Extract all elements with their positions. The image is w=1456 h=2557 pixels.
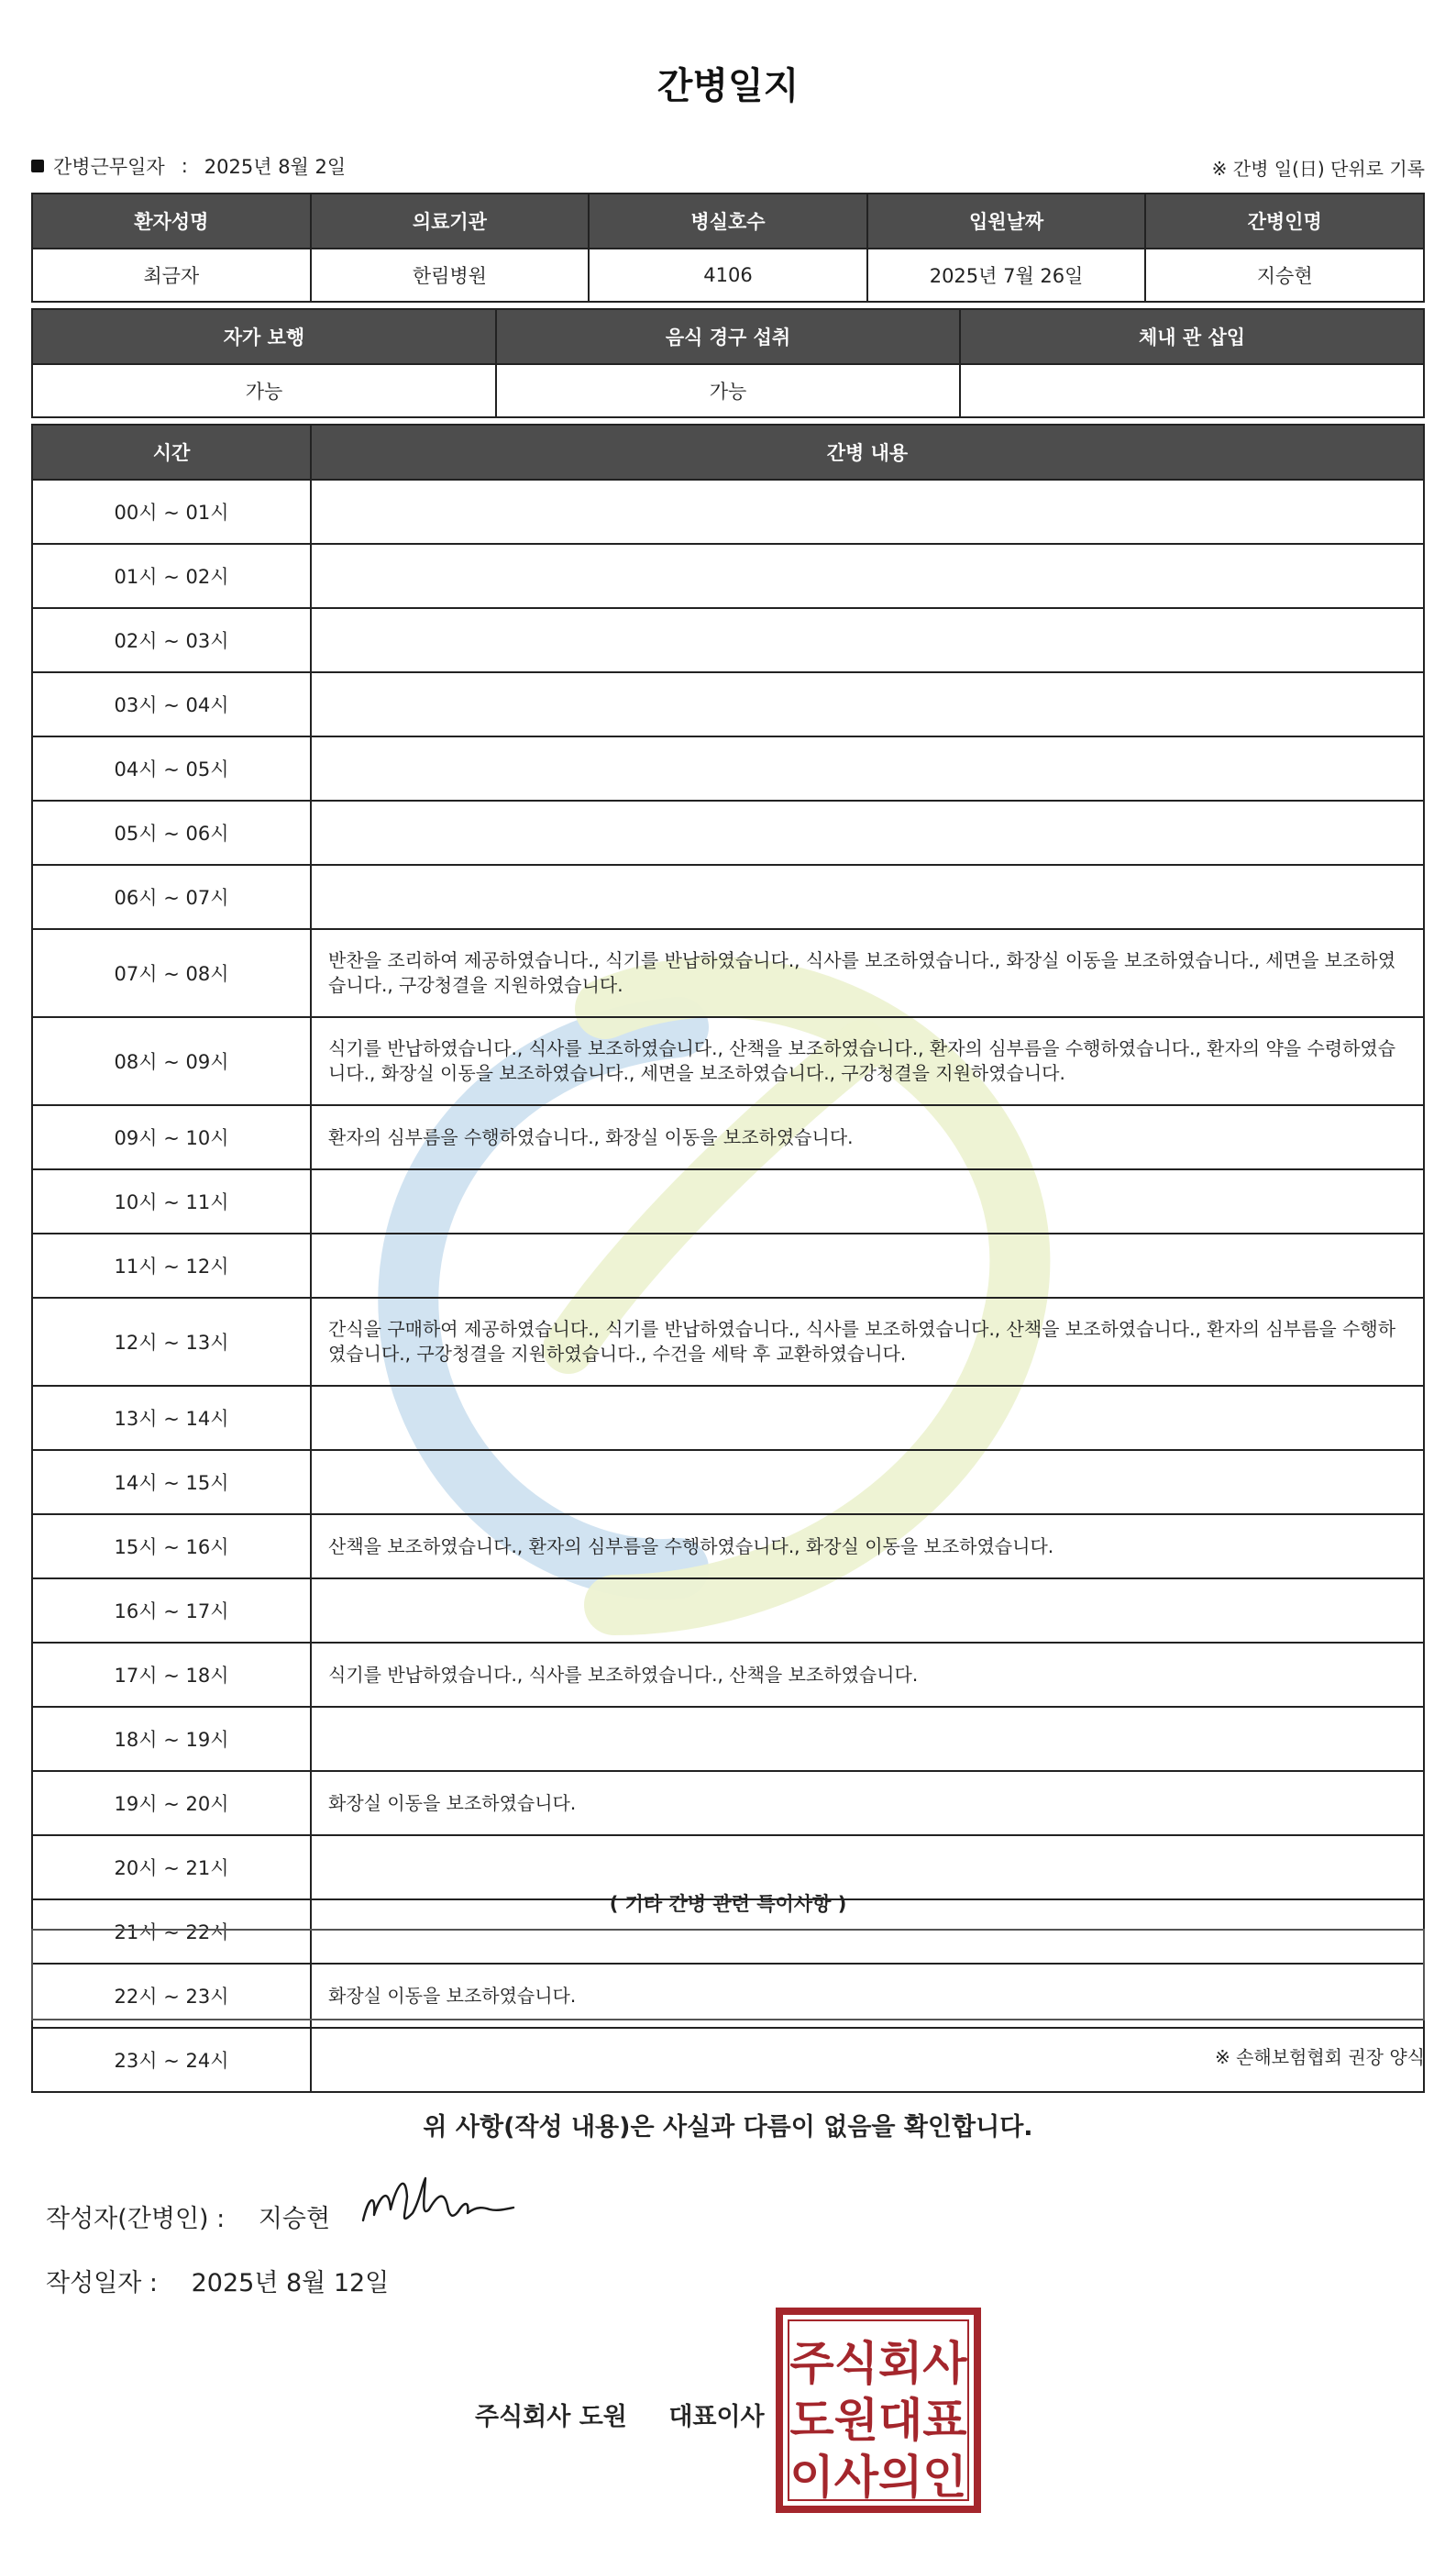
time-cell: 05시 ~ 06시 [32,801,311,865]
company-representative: 대표이사 [668,2403,765,2431]
header-patient-name: 환자성명 [32,194,311,249]
room-number: 4106 [589,249,867,302]
time-cell: 12시 ~ 13시 [32,1298,311,1386]
seal-line-2: 도원대표 [789,2394,967,2447]
company-seal-stamp [776,2308,981,2513]
time-cell: 20시 ~ 21시 [32,1835,311,1899]
time-cell: 09시 ~ 10시 [32,1105,311,1169]
time-cell: 19시 ~ 20시 [32,1771,311,1835]
table-header-row [32,194,1424,249]
time-cell: 23시 ~ 24시 [32,2028,311,2092]
content-cell: 환자의 심부름을 수행하였습니다., 화장실 이동을 보조하였습니다. [311,1105,1424,1169]
record-note: ※ 간병 일(日) 단위로 기록 [1211,158,1425,180]
table-row [32,672,1424,736]
content-cell [311,1578,1424,1643]
table-row [32,1234,1424,1298]
content-cell: 식기를 반납하였습니다., 식사를 보조하였습니다., 산책을 보조하였습니다. [311,1643,1424,1707]
page-title: 간병일지 [656,65,800,107]
table-row [32,1169,1424,1234]
handwritten-signature [359,2169,517,2233]
table-row [32,736,1424,801]
content-cell [311,1234,1424,1298]
content-cell [311,480,1424,544]
content-cell [311,1450,1424,1514]
patient-info-table [31,193,1425,303]
table-header-row [32,309,1424,364]
company-line [475,2396,765,2432]
header-caregiver-name: 간병인명 [1145,194,1424,249]
work-date-colon: : [181,155,188,177]
admission-date: 2025년 7월 26일 [867,249,1146,302]
self-walking-value: 가능 [32,364,496,417]
patient-name: 최금자 [32,249,311,302]
content-cell [311,736,1424,801]
time-cell: 00시 ~ 01시 [32,480,311,544]
table-row [32,929,1424,1017]
time-cell: 17시 ~ 18시 [32,1643,311,1707]
table-row [32,364,1424,417]
oral-intake-value: 가능 [496,364,960,417]
content-cell [311,672,1424,736]
content-cell: 산책을 보조하였습니다., 환자의 심부름을 수행하였습니다., 화장실 이동을 보조하였습니다. [311,1514,1424,1578]
table-row [32,1514,1424,1578]
hospital-name: 한림병원 [311,249,590,302]
table-header-row [32,425,1424,480]
table-row [32,480,1424,544]
table-row [32,1298,1424,1386]
table-row [32,865,1424,929]
table-row [32,544,1424,608]
writer-name: 지승현 [258,2205,331,2233]
header-room-number: 병실호수 [589,194,867,249]
table-row [32,1771,1424,1835]
header-tube-insertion: 체내 관 삽입 [960,309,1424,364]
content-cell [311,1386,1424,1450]
table-row [32,801,1424,865]
table-row [32,249,1424,302]
caregiver-name: 지승현 [1145,249,1424,302]
content-cell: 반찬을 조리하여 제공하였습니다., 식기를 반납하였습니다., 식사를 보조하였습니다., 화장실 이동을 보조하였습니다., 세면을 보조하였습니다., 구강청결을 지원하였습니다. [311,929,1424,1017]
content-cell [311,1707,1424,1771]
content-cell: 간식을 구매하여 제공하였습니다., 식기를 반납하였습니다., 식사를 보조하였습니다., 산책을 보조하였습니다., 환자의 심부름을 수행하였습니다., 구강청결을 지원하였습니다., 수건을 세탁 후 교환하였습니다. [311,1298,1424,1386]
confirmation-statement: 위 사항(작성 내용)은 사실과 다름이 없음을 확인합니다. [423,2113,1033,2142]
content-cell: 식기를 반납하였습니다., 식사를 보조하였습니다., 산책을 보조하였습니다., 환자의 심부름을 수행하였습니다., 환자의 약을 수령하였습니다., 화장실 이동을 보조하였습니다., 세면을 보조하였습니다., 구강청결을 지원하였습니다. [311,1017,1424,1105]
time-cell: 16시 ~ 17시 [32,1578,311,1643]
header-oral-intake: 음식 경구 섭취 [496,309,960,364]
time-cell: 10시 ~ 11시 [32,1169,311,1234]
header-admission-date: 입원날짜 [867,194,1146,249]
written-date-line [46,2263,389,2298]
tube-insertion-value [960,364,1424,417]
special-notes-label: ( 기타 간병 관련 특이사항 ) [609,1893,847,1915]
table-row [32,1578,1424,1643]
time-cell: 15시 ~ 16시 [32,1514,311,1578]
content-cell [311,865,1424,929]
table-row [32,1707,1424,1771]
time-cell: 06시 ~ 07시 [32,865,311,929]
time-cell: 03시 ~ 04시 [32,672,311,736]
special-notes-box [31,1929,1425,2020]
patient-status-table [31,308,1425,418]
bullet-square-icon [31,160,44,172]
header-care-content: 간병 내용 [311,425,1424,480]
table-row [32,1017,1424,1105]
table-row [32,608,1424,672]
seal-line-1: 주식회사 [789,2337,967,2390]
written-date-value: 2025년 8월 12일 [191,2269,390,2297]
content-cell [311,608,1424,672]
content-cell: 화장실 이동을 보조하였습니다. [311,1771,1424,1835]
content-cell [311,1169,1424,1234]
time-cell: 04시 ~ 05시 [32,736,311,801]
time-cell: 08시 ~ 09시 [32,1017,311,1105]
table-row [32,1643,1424,1707]
header-hospital: 의료기관 [311,194,590,249]
time-cell: 18시 ~ 19시 [32,1707,311,1771]
time-cell: 02시 ~ 03시 [32,608,311,672]
written-date-label: 작성일자 : [46,2269,159,2297]
content-cell [311,801,1424,865]
time-cell: 13시 ~ 14시 [32,1386,311,1450]
time-cell: 14시 ~ 15시 [32,1450,311,1514]
time-cell: 11시 ~ 12시 [32,1234,311,1298]
time-cell: 21시 ~ 22시 [32,1899,311,1964]
writer-label: 작성자(간병인) : [46,2205,226,2233]
seal-line-3: 이사의인 [789,2451,967,2504]
content-cell [311,544,1424,608]
work-date-label: 간병근무일자 [53,156,165,178]
form-source-note: ※ 손해보험협회 권장 양식 [1214,2046,1425,2068]
header-time: 시간 [32,425,311,480]
writer-line [46,2198,330,2234]
content-cell: 화장실 이동을 보조하였습니다. [311,1964,1424,2028]
table-row [32,1386,1424,1450]
work-date-value: 2025년 8월 2일 [204,156,347,178]
header-self-walking: 자가 보행 [32,309,496,364]
table-row [32,1105,1424,1169]
table-row [32,1450,1424,1514]
time-cell: 01시 ~ 02시 [32,544,311,608]
company-name: 주식회사 도원 [475,2403,627,2431]
work-date [31,152,346,180]
care-log-table [31,424,1425,2093]
time-cell: 07시 ~ 08시 [32,929,311,1017]
time-cell: 22시 ~ 23시 [32,1964,311,2028]
